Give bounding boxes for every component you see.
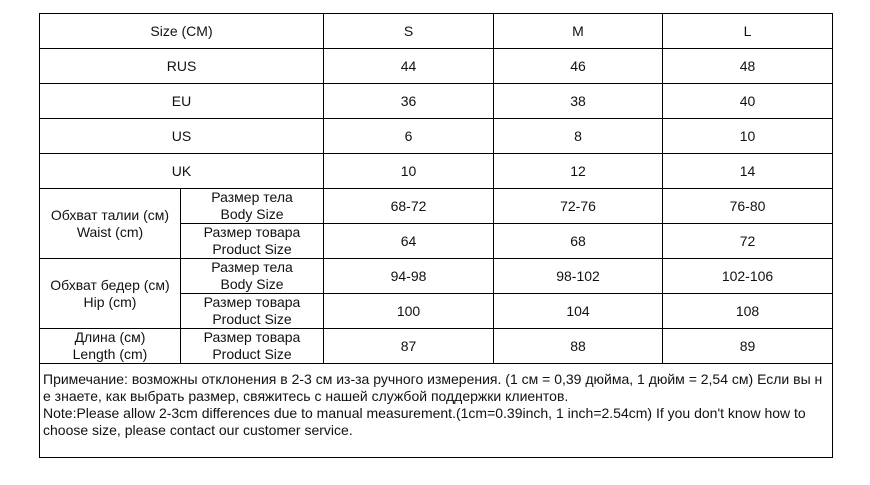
waist-label-ru: Обхват талии (см): [50, 206, 170, 223]
note-en-line-1: Note:Please allow 2-3cm differences due to manual measurement.(1cm=0.39inch, 1 inch=2.54cm) If you don't know how to: [43, 405, 806, 421]
us-label: US: [40, 119, 324, 154]
hip-body-s: 94-98: [324, 259, 494, 294]
waist-body-label-ru: Размер тела: [211, 189, 293, 205]
rus-row: [40, 49, 833, 84]
hip-body-label-cell: [181, 259, 324, 294]
us-row: [40, 119, 833, 154]
size-m-header: M: [494, 14, 663, 49]
length-label-cell: [40, 329, 181, 364]
eu-m: 38: [494, 84, 663, 119]
eu-label: EU: [40, 84, 324, 119]
note-cell: [40, 364, 833, 458]
uk-l: 14: [663, 154, 833, 189]
waist-body-m: 72-76: [494, 189, 663, 224]
waist-product-l: 72: [663, 224, 833, 259]
header-row: [40, 14, 833, 49]
waist-body-row: [40, 189, 833, 224]
hip-body-row: [40, 259, 833, 294]
waist-label-cell: [40, 189, 181, 259]
note-ru-line-2: е знаете, как выбрать размер, свяжитесь с нашей службой поддержки клиентов.: [43, 388, 569, 404]
size-l-header: L: [663, 14, 833, 49]
uk-m: 12: [494, 154, 663, 189]
length-product-l: 89: [663, 329, 833, 364]
hip-product-l: 108: [663, 294, 833, 329]
hip-label-en: Hip (cm): [83, 293, 137, 310]
waist-label-en: Waist (cm): [76, 223, 144, 240]
uk-label: UK: [40, 154, 324, 189]
us-m: 8: [494, 119, 663, 154]
hip-product-label-ru: Размер товара: [203, 294, 301, 310]
rus-m: 46: [494, 49, 663, 84]
waist-body-label-cell: [181, 189, 324, 224]
length-product-label-cell: [181, 329, 324, 364]
waist-product-label-en: Product Size: [212, 241, 292, 257]
rus-s: 44: [324, 49, 494, 84]
eu-row: [40, 84, 833, 119]
hip-product-label-cell: [181, 294, 324, 329]
waist-product-s: 64: [324, 224, 494, 259]
note-ru-line-1: Примечание: возможны отклонения в 2-3 см из-за ручного измерения. (1 см = 0,39 дюйма, 1 дюйм = 2,54 см) Если вы н: [43, 371, 823, 387]
length-product-label-en: Product Size: [212, 346, 292, 362]
waist-product-m: 68: [494, 224, 663, 259]
hip-body-l: 102-106: [663, 259, 833, 294]
us-l: 10: [663, 119, 833, 154]
hip-label-ru: Обхват бедер (см): [50, 276, 170, 293]
waist-body-label-en: Body Size: [220, 206, 284, 222]
uk-s: 10: [324, 154, 494, 189]
hip-product-label-en: Product Size: [212, 311, 292, 327]
note-en-line-2: choose size, please contact our customer service.: [43, 422, 353, 438]
length-label-en: Length (cm): [72, 346, 148, 362]
hip-body-label-en: Body Size: [220, 276, 284, 292]
hip-product-m: 104: [494, 294, 663, 329]
size-s-header: S: [324, 14, 494, 49]
rus-l: 48: [663, 49, 833, 84]
eu-l: 40: [663, 84, 833, 119]
rus-label: RUS: [40, 49, 324, 84]
size-chart-table: [39, 13, 833, 458]
waist-product-label-cell: [181, 224, 324, 259]
note-row: [40, 364, 833, 458]
length-label-ru: Длина (см): [74, 329, 146, 345]
hip-product-s: 100: [324, 294, 494, 329]
length-product-label-ru: Размер товара: [203, 329, 301, 345]
length-product-s: 87: [324, 329, 494, 364]
waist-product-label-ru: Размер товара: [203, 224, 301, 240]
length-product-m: 88: [494, 329, 663, 364]
waist-body-l: 76-80: [663, 189, 833, 224]
hip-body-label-ru: Размер тела: [211, 259, 293, 275]
hip-label-cell: [40, 259, 181, 329]
waist-body-s: 68-72: [324, 189, 494, 224]
size-label-cell: Size (CM): [40, 14, 324, 49]
us-s: 6: [324, 119, 494, 154]
uk-row: [40, 154, 833, 189]
hip-body-m: 98-102: [494, 259, 663, 294]
length-product-row: [40, 329, 833, 364]
eu-s: 36: [324, 84, 494, 119]
